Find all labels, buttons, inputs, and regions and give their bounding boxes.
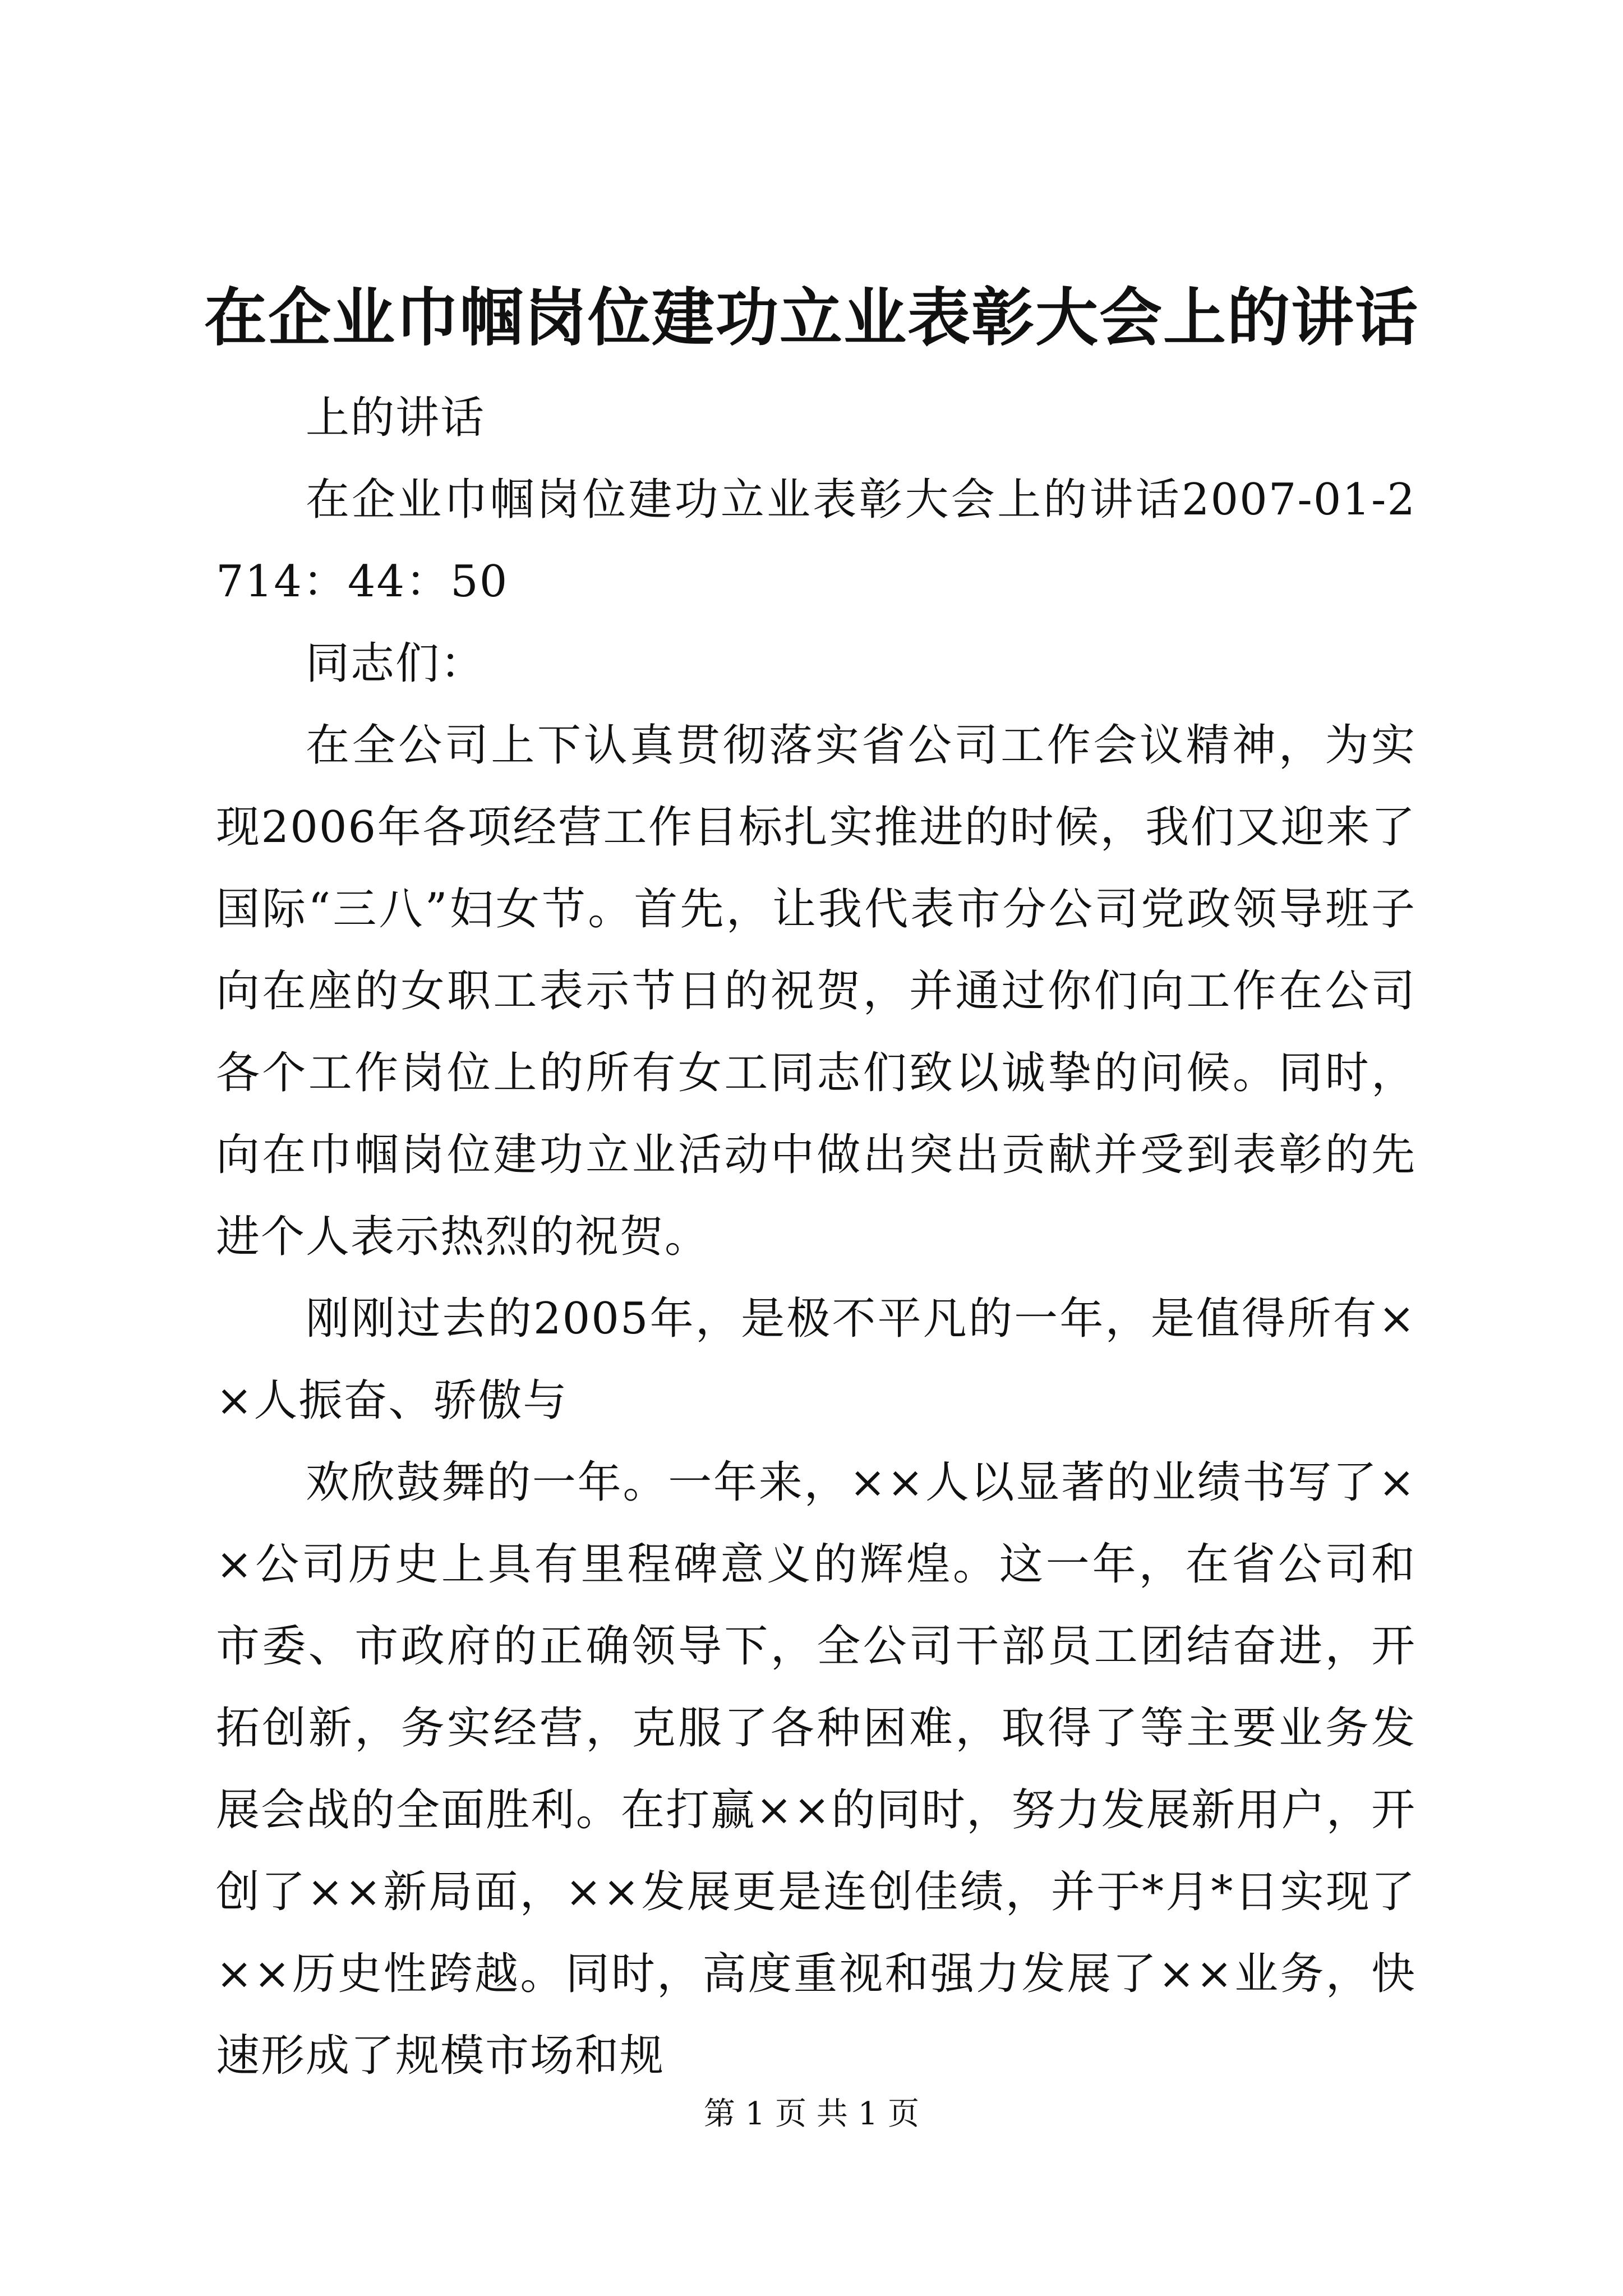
paragraph-salutation: 同志们：: [306, 638, 486, 689]
document-body: [216, 377, 1416, 2097]
paragraph-achievements: 欢欣鼓舞的一年。一年来，××人以显著的业绩书写了××公司历史上具有里程碑意义的辉煌。这一年，在省公司和市委、市政府的正确领导下，全公司干部员工团结奋进，开拓创新，务实经营，克服了各种困难，取得了等主要业务发展会战的全面胜利。在打赢××的同时，努力发展新用户，开创了××新局面，××发展更是连创佳绩，并于*月*日实现了××历史性跨越。同时，高度重视和强力发展了××业务，快速形成了规模市场和规: [216, 1457, 1416, 2081]
page-footer: 第 1 页 共 1 页: [703, 2096, 920, 2132]
paragraph-title-timestamp: 在企业巾帼岗位建功立业表彰大会上的讲话2007-01-2714：44：50: [216, 475, 1416, 607]
document-title: 在企业巾帼岗位建功立业表彰大会上的讲话: [204, 281, 1419, 355]
paragraph-opening: 在全公司上下认真贯彻落实省公司工作会议精神，为实现2006年各项经营工作目标扎实推进的时候，我们又迎来了国际“三八”妇女节。首先，让我代表市分公司党政领导班子向在座的女职工表示节日的祝贺，并通过你们向工作在公司各个工作岗位上的所有女工同志们致以诚挚的问候。同时，向在巾帼岗位建功立业活动中做出突出贡献并受到表彰的先进个人表示热烈的祝贺。: [216, 720, 1416, 1262]
paragraph-review-2005: 刚刚过去的2005年，是极不平凡的一年，是值得所有××人振奋、骄傲与: [216, 1294, 1416, 1426]
paragraph-subtitle: 上的讲话: [306, 393, 486, 443]
